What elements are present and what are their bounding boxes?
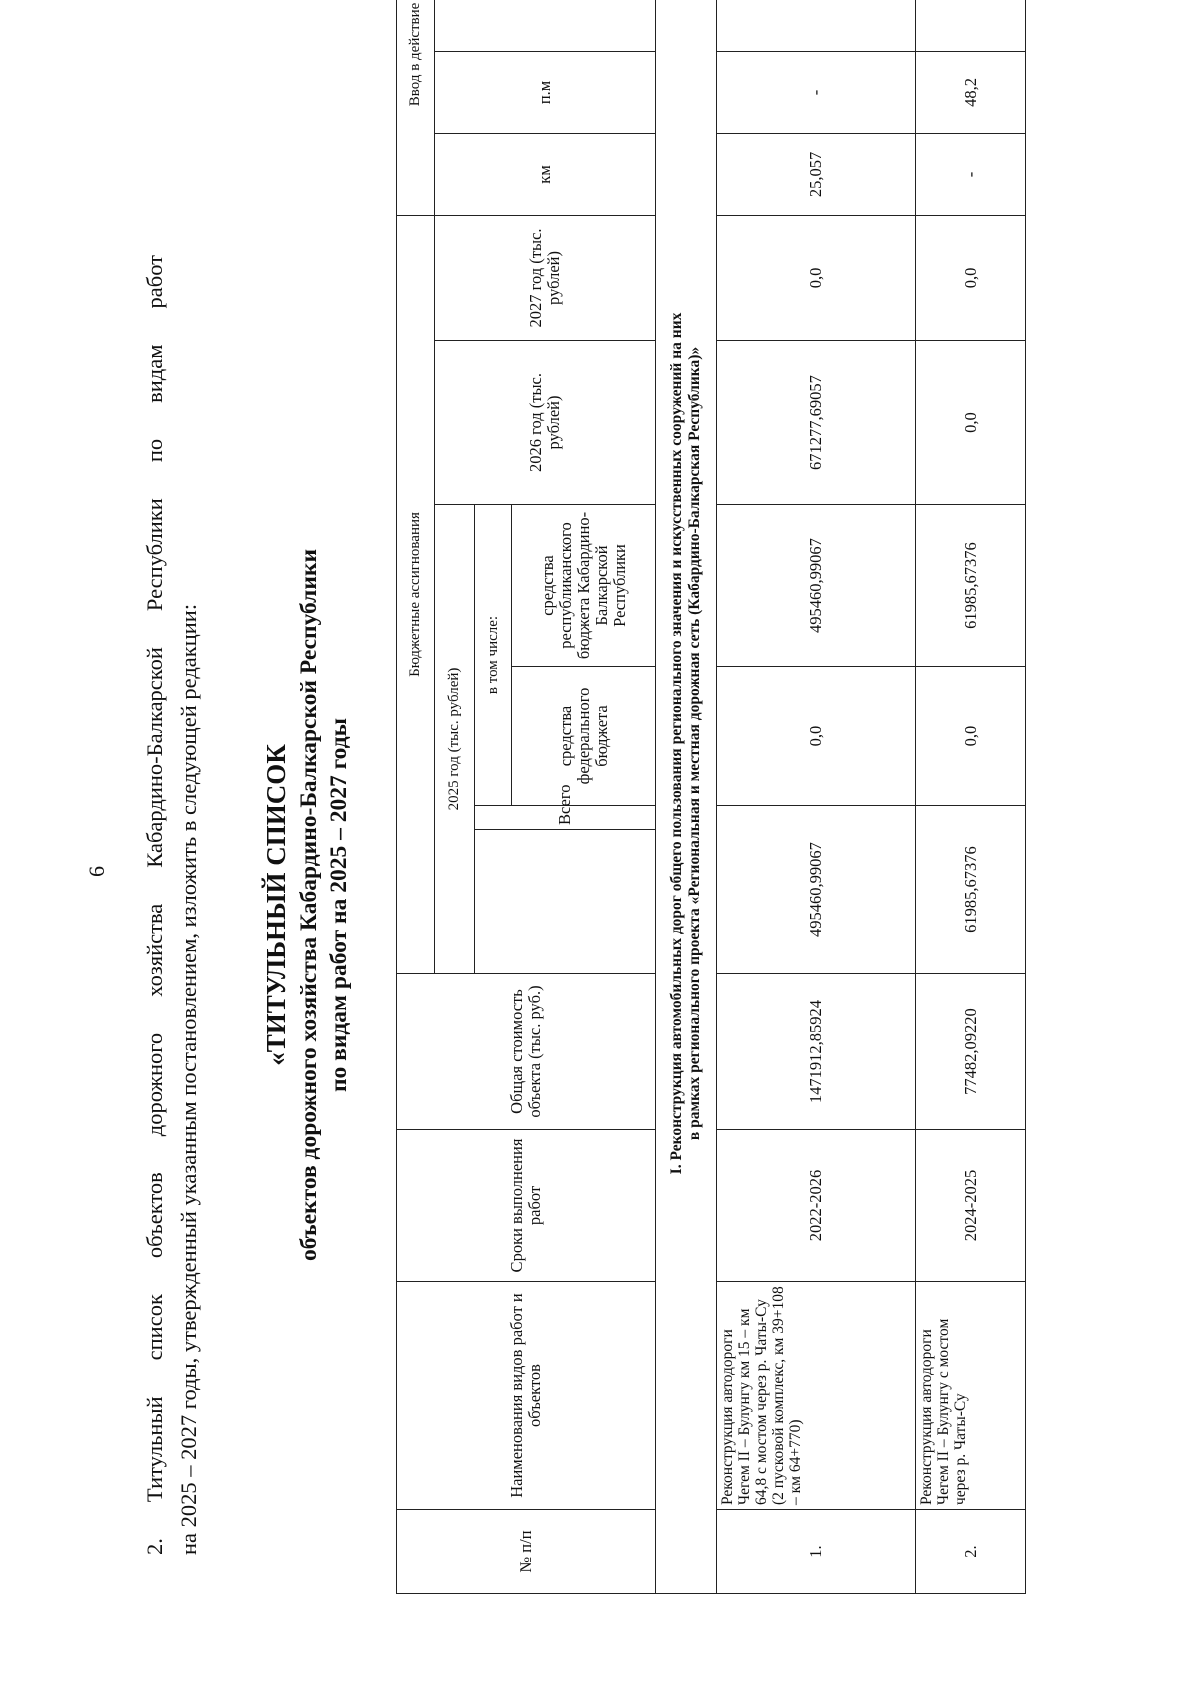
page-number: 6: [84, 866, 109, 877]
header-federal: средства федерального бюджета: [512, 667, 656, 806]
row-year: [717, 0, 916, 51]
intro-line-1: 2. Титульный список объектов дорожного хозяйства Кабардино-Балкарской Республики по видам работ: [142, 255, 167, 1555]
intro-paragraph: [138, 255, 206, 1555]
row-name: Реконструкция автодороги Чегем II – Булунгу с мостом через р. Чаты-Су: [916, 1282, 1026, 1510]
row-terms: 2022-2026: [717, 1130, 916, 1282]
header-y2027: 2027 год (тыс. рублей): [435, 215, 656, 340]
title-line-1: «ТИТУЛЬНЫЙ СПИСОК: [261, 744, 291, 1066]
row-federal: 0,0: [916, 667, 1026, 806]
row-y2026: 671277,69057: [717, 341, 916, 505]
header-y2026: 2026 год (тыс. рублей): [435, 341, 656, 505]
header-total: Всего: [475, 806, 656, 830]
row-km: 25,057: [717, 133, 916, 215]
header-row-1: [397, 0, 435, 1594]
row-y2027: 0,0: [717, 215, 916, 340]
row-republic: 61985,67376: [916, 505, 1026, 667]
title-line-3: по видам работ на 2025 – 2027 годы: [326, 718, 352, 1092]
header-num: № п/п: [397, 1510, 656, 1594]
row-num: 2.: [916, 1510, 1026, 1594]
row-year: [916, 0, 1026, 51]
header-budget: Бюджетные ассигнования: [397, 215, 435, 973]
header-cost: Общая стоимость объекта (тыс. руб.): [397, 974, 656, 1130]
row-y2027: 0,0: [916, 215, 1026, 340]
header-year: [435, 0, 656, 51]
titular-list-table: [396, 0, 1026, 1594]
row-cost: 1471912,85924: [717, 974, 916, 1130]
row-total: 61985,67376: [916, 806, 1026, 974]
row-republic: 495460,99067: [717, 505, 916, 667]
row-num: 1.: [717, 1510, 916, 1594]
row-federal: 0,0: [717, 667, 916, 806]
title-line-2: объектов дорожного хозяйства Кабардино-Балкарской Республики: [296, 549, 322, 1261]
intro-line-2: на 2025 – 2027 годы, утвержденный указанным постановлением, изложить в следующей редакции:: [176, 603, 201, 1555]
table-row: [916, 0, 1026, 1594]
section-heading: [656, 0, 717, 1594]
row-cost: 77482,09220: [916, 974, 1026, 1130]
row-pm: -: [717, 51, 916, 133]
header-km: км: [435, 133, 656, 215]
row-pm: 48,2: [916, 51, 1026, 133]
header-y2025: 2025 год (тыс. рублей): [435, 505, 475, 974]
row-terms: 2024-2025: [916, 1130, 1026, 1282]
row-total: 495460,99067: [717, 806, 916, 974]
section-line-1: I. Реконструкция автомобильных дорог общего пользования регионального значения и искусственных сооружений на них: [668, 312, 685, 1175]
table-row: [717, 0, 916, 1594]
header-commission: Ввод в действие: [397, 0, 435, 215]
row-name: Реконструкция автодороги Чегем II – Булунгу км 15 – км 64,8 с мостом через р. Чаты-Су (2 пусковой комплекс, км 39+108 – км 64+770): [717, 1282, 916, 1510]
header-republic: средства республиканского бюджета Кабардино-Балкарской Республики: [512, 505, 656, 667]
row-y2026: 0,0: [916, 341, 1026, 505]
header-including: в том числе:: [475, 505, 512, 806]
header-terms: Сроки выполнения работ: [397, 1130, 656, 1282]
header-spacer: [475, 830, 656, 974]
section-line-2: в рамках регионального проекта «Региональная и местная дорожная сеть (Кабардино-Балкарская Республика)»: [686, 346, 703, 1141]
header-pm: п.м: [435, 51, 656, 133]
document-title: [258, 255, 354, 1555]
header-name: Наименования видов работ и объектов: [397, 1282, 656, 1510]
section-row: [656, 0, 717, 1594]
row-km: -: [916, 133, 1026, 215]
